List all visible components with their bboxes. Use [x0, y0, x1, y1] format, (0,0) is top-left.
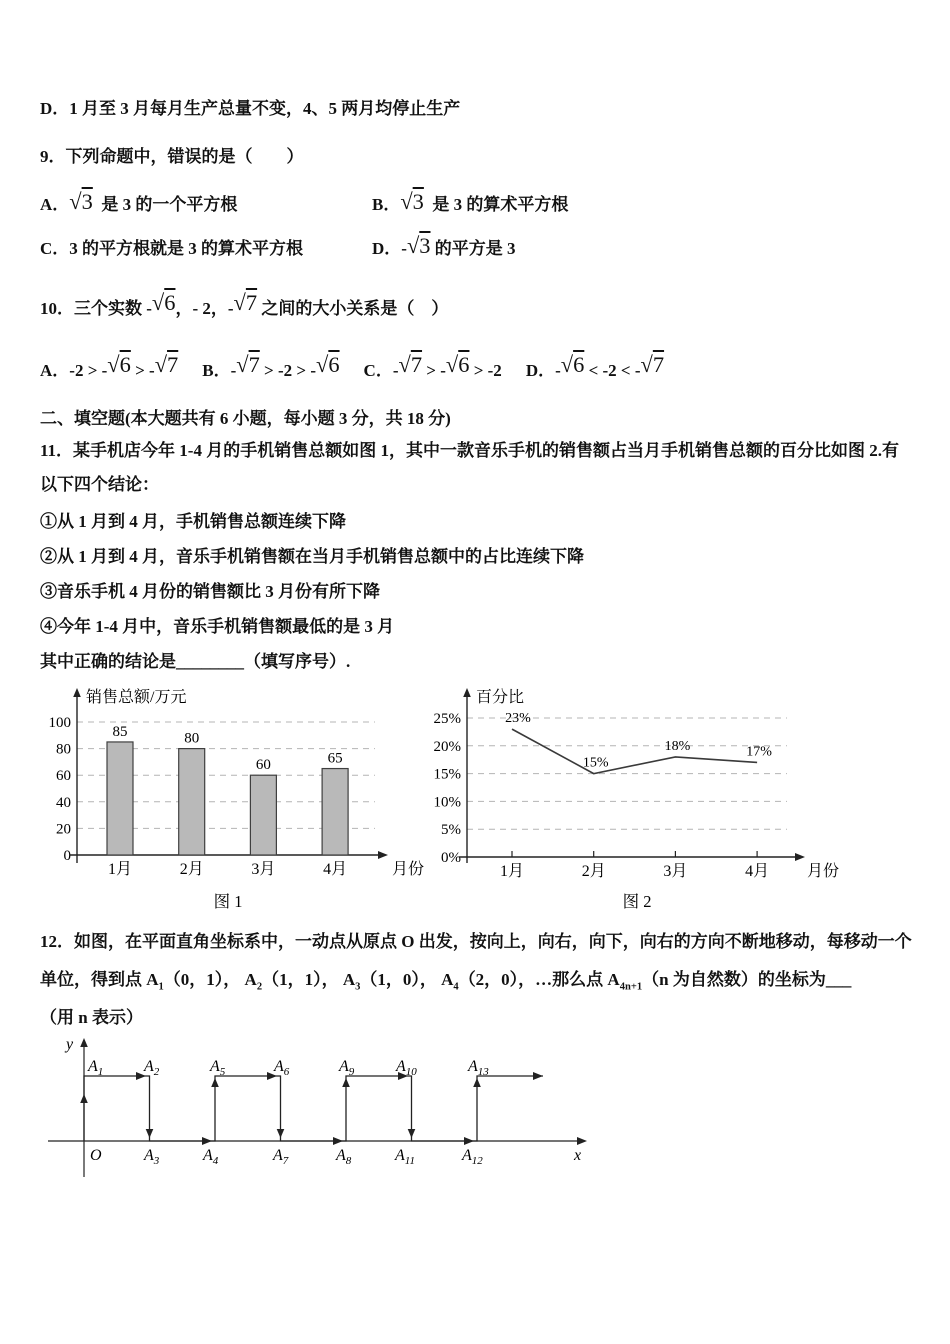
sqrt-radical: √7: [640, 351, 665, 377]
q10-option-d: D．-√6 < -2 < -√7: [525, 351, 665, 380]
svg-text:23%: 23%: [505, 711, 531, 727]
svg-text:80: 80: [184, 730, 200, 747]
svg-text:A1: $A_1$: [88, 1058, 104, 1079]
svg-text:A8: $A_8$: [336, 1147, 352, 1168]
q11-conclusion-4: ④今年 1-4 月中，音乐手机销售额最低的是 3 月: [40, 617, 395, 637]
sqrt-radical: √3: [406, 232, 431, 258]
chart-figure-2: [425, 685, 855, 915]
sqrt-radical: √6: [445, 351, 470, 377]
svg-text:A11: $A_{11}$: [395, 1147, 415, 1168]
svg-text:20%: 20%: [433, 738, 461, 755]
svg-text:A10: $A_{10}$: [396, 1058, 417, 1079]
svg-text:3月: 3月: [251, 861, 276, 879]
q12-stem-line3: （用 n 表示）: [40, 1008, 143, 1028]
q9-option-b: B． √3 是 3 的算术平方根: [372, 188, 569, 214]
svg-text:20: 20: [56, 821, 71, 838]
svg-text:销售总额/万元: 销售总额/万元: [86, 689, 187, 707]
svg-text:月份: 月份: [807, 863, 840, 881]
svg-text:图 1: 图 1: [213, 892, 243, 912]
svg-text:月份: 月份: [392, 861, 425, 879]
svg-text:4月: 4月: [745, 863, 770, 881]
coordinate-zigzag-figure: [40, 1033, 600, 1195]
sqrt-radical: √7: [154, 351, 179, 377]
svg-text:100: 100: [48, 715, 71, 732]
svg-text:15%: 15%: [582, 755, 609, 771]
sqrt-radical: √7: [398, 351, 423, 377]
q11-answer-blank: 其中正确的结论是________（填写序号）.: [40, 652, 351, 672]
chart-figure-1: [45, 685, 445, 915]
svg-text:A3: $A_3$: [144, 1147, 160, 1168]
sqrt-radical: √6: [151, 290, 176, 315]
q11-charts: [40, 685, 920, 915]
svg-text:A4: $A_4$: [203, 1147, 219, 1168]
sqrt-radical: √3: [69, 188, 93, 214]
svg-text:0%: 0%: [441, 850, 461, 867]
q11-stem-line1: 11．某手机店今年 1-4 月的手机销售总额如图 1，其中一款音乐手机的销售额占当月手机销售总额的百分比如图 2.有: [40, 441, 899, 461]
svg-text:图 2: 图 2: [622, 892, 652, 912]
q8-option-d: D．1 月至 3 月每月生产总量不变，4、5 两月均停止生产: [40, 99, 461, 118]
svg-text:A7: $A_7$: [273, 1147, 289, 1168]
q11-stem-line2: 以下四个结论：: [40, 475, 159, 495]
q10-option-c: C．-√7 > -√6 > -2: [363, 351, 502, 380]
q9-stem: 9．下列命题中，错误的是（ ）: [40, 147, 304, 166]
svg-text:80: 80: [56, 741, 71, 758]
svg-text:60: 60: [56, 768, 71, 785]
svg-text:A9: $A_9$: [339, 1058, 355, 1079]
svg-text:3月: 3月: [663, 863, 688, 881]
svg-text:1月: 1月: [107, 861, 133, 879]
sqrt-radical: √7: [236, 351, 260, 377]
svg-text:A12: $A_{12}$: [462, 1147, 483, 1168]
bar-chart-sales-total: [45, 685, 445, 915]
svg-text:5%: 5%: [441, 822, 461, 839]
q10-stem: 10．三个实数 -√6，- 2，-√7 之间的大小关系是（ ）: [40, 290, 449, 319]
q10-option-b: B．-√7 > -2 > -√6: [202, 351, 340, 380]
svg-text:0: 0: [63, 848, 71, 865]
svg-text:y: y: [66, 1036, 74, 1054]
sqrt-radical: √7: [233, 290, 258, 315]
svg-text:2月: 2月: [581, 863, 606, 881]
sqrt-radical: √3: [400, 188, 424, 214]
q11-conclusion-2: ②从 1 月到 4 月，音乐手机销售额在当月手机销售总额中的占比连续下降: [40, 547, 584, 567]
q9-option-d: D．- √3 的平方是 3: [372, 232, 516, 258]
svg-text:1月: 1月: [499, 863, 525, 881]
svg-text:A6: $A_6$: [274, 1058, 290, 1079]
svg-text:65: 65: [327, 750, 343, 767]
q11-conclusion-3: ③音乐手机 4 月份的销售额比 3 月份有所下降: [40, 582, 380, 602]
svg-text:17%: 17%: [746, 744, 772, 760]
svg-text:60: 60: [255, 757, 271, 774]
q11-conclusion-1: ①从 1 月到 4 月，手机销售总额连续下降: [40, 512, 346, 532]
q12-stem-line1: 12．如图，在平面直角坐标系中，一动点从原点 O 出发，按向上，向右，向下，向右的方向不断地移动，每移动一个: [40, 932, 912, 952]
q9-option-c: C．3 的平方根就是 3 的算术平方根: [40, 238, 304, 258]
svg-text:15%: 15%: [433, 766, 461, 783]
sqrt-radical: √6: [107, 351, 131, 377]
section2-header: 二、填空题(本大题共有 6 小题，每小题 3 分，共 18 分): [40, 409, 451, 429]
sqrt-radical: √6: [560, 351, 585, 377]
svg-text:10%: 10%: [433, 794, 461, 811]
q9-options: [40, 180, 920, 268]
q10-options: [40, 346, 920, 388]
line-chart-percentage: [425, 685, 855, 915]
svg-text:85: 85: [112, 723, 128, 740]
svg-text:百分比: 百分比: [476, 689, 525, 707]
svg-text:25%: 25%: [433, 711, 461, 728]
svg-text:x: x: [574, 1147, 582, 1165]
svg-text:4月: 4月: [323, 861, 348, 879]
q12-stem-line2: 单位，得到点 $A_1(0$，1）， $A_2(1$，1）， $A_3(1$，0）， $A_4(2$，0），…那么点 $A_{4n+1}(n$ 为自然数）的坐标为___: [40, 970, 852, 993]
svg-text:2月: 2月: [179, 861, 204, 879]
sqrt-radical: √6: [316, 351, 340, 377]
svg-text:A5: $A_5$: [210, 1058, 226, 1079]
svg-text:40: 40: [56, 794, 71, 811]
svg-text:A13: $A_{13}$: [468, 1058, 489, 1079]
svg-text:18%: 18%: [664, 738, 691, 754]
svg-text:O: O: [90, 1147, 102, 1165]
q10-option-a: A．-2 > -√6 > -√7: [40, 351, 179, 380]
q9-option-a: A． √3 是 3 的一个平方根: [40, 188, 238, 214]
svg-text:A2: $A_2$: [144, 1058, 160, 1079]
